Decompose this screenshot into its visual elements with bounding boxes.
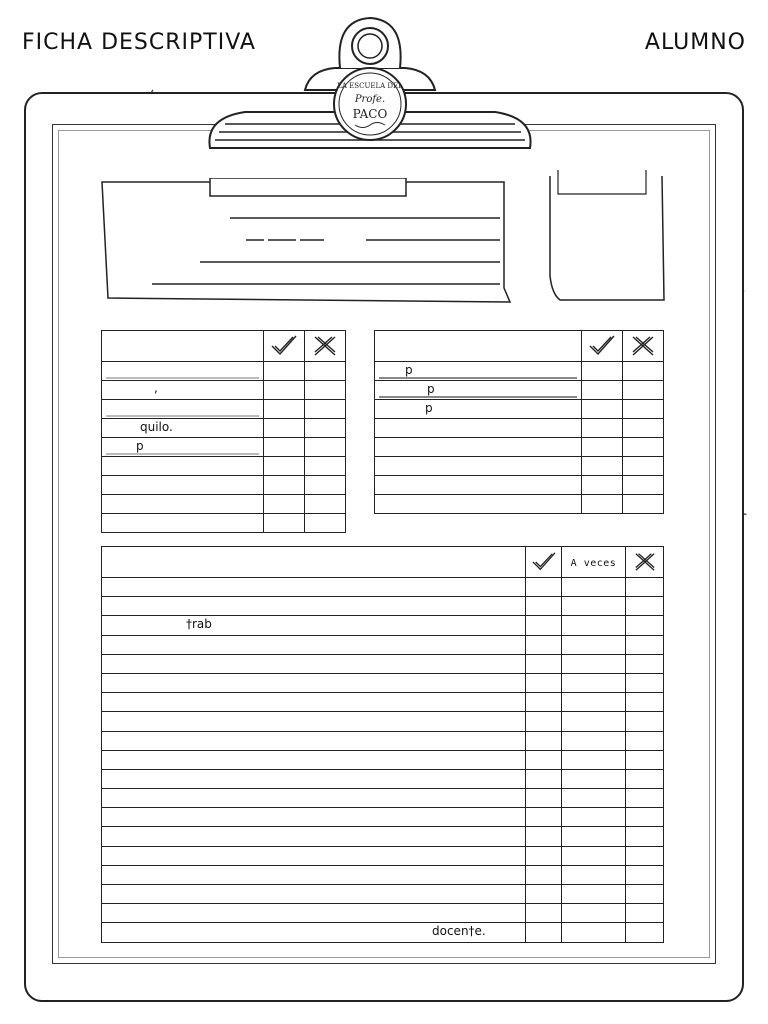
logo-line-3: PACO bbox=[352, 107, 388, 121]
table-row bbox=[102, 789, 664, 808]
aveces-mark-cell[interactable] bbox=[562, 885, 626, 904]
x-mark-cell[interactable] bbox=[626, 750, 664, 769]
check-mark-cell[interactable] bbox=[526, 654, 562, 673]
table-row bbox=[102, 750, 664, 769]
aveces-mark-cell[interactable] bbox=[562, 769, 626, 788]
x-mark-cell[interactable] bbox=[626, 578, 664, 597]
row-description-cell bbox=[102, 381, 264, 400]
row-description-cell bbox=[102, 438, 264, 457]
x-mark-cell[interactable] bbox=[626, 693, 664, 712]
skills-table-right bbox=[374, 330, 664, 514]
check-mark-cell[interactable] bbox=[264, 400, 305, 419]
check-mark-cell[interactable] bbox=[582, 381, 623, 400]
x-mark-cell[interactable] bbox=[626, 654, 664, 673]
header-check-cell bbox=[582, 331, 623, 362]
table-row bbox=[102, 635, 664, 654]
header-description-cell bbox=[102, 331, 264, 362]
table-row bbox=[102, 362, 346, 381]
table-row bbox=[102, 495, 346, 514]
row-description-cell bbox=[102, 362, 264, 381]
row-description-cell bbox=[102, 827, 526, 846]
x-mark-cell[interactable] bbox=[623, 400, 664, 419]
row-description-cell bbox=[102, 693, 526, 712]
check-mark-cell[interactable] bbox=[526, 769, 562, 788]
table-row bbox=[102, 769, 664, 788]
cross-icon bbox=[630, 334, 656, 358]
aveces-mark-cell[interactable] bbox=[562, 635, 626, 654]
x-mark-cell[interactable] bbox=[305, 419, 346, 438]
check-mark-cell[interactable] bbox=[582, 476, 623, 495]
check-mark-cell[interactable] bbox=[526, 808, 562, 827]
aveces-mark-cell[interactable] bbox=[562, 923, 626, 942]
x-mark-cell[interactable] bbox=[305, 400, 346, 419]
table-row bbox=[102, 597, 664, 616]
aveces-mark-cell[interactable] bbox=[562, 693, 626, 712]
row-description-cell bbox=[102, 885, 526, 904]
row-description-cell bbox=[102, 769, 526, 788]
row-description-cell bbox=[102, 400, 264, 419]
table-row bbox=[102, 846, 664, 865]
row-description-cell bbox=[102, 476, 264, 495]
table-row bbox=[102, 693, 664, 712]
check-mark-cell[interactable] bbox=[526, 712, 562, 731]
header-cross-cell bbox=[626, 547, 664, 578]
row-description-cell bbox=[102, 597, 526, 616]
clipboard-clip bbox=[205, 0, 535, 160]
table-row bbox=[375, 362, 664, 381]
row-description-cell bbox=[102, 654, 526, 673]
x-mark-cell[interactable] bbox=[623, 419, 664, 438]
row-description-text: , bbox=[154, 381, 158, 395]
row-description-text: †rab bbox=[186, 617, 212, 632]
aveces-mark-cell[interactable] bbox=[562, 597, 626, 616]
check-mark-cell[interactable] bbox=[582, 400, 623, 419]
check-mark-cell[interactable] bbox=[526, 597, 562, 616]
header-check-cell bbox=[264, 331, 305, 362]
aveces-mark-cell[interactable] bbox=[562, 616, 626, 635]
check-mark-cell[interactable] bbox=[582, 457, 623, 476]
check-mark-cell[interactable] bbox=[264, 419, 305, 438]
x-mark-cell[interactable] bbox=[305, 457, 346, 476]
table-header-row bbox=[375, 331, 664, 362]
x-mark-cell[interactable] bbox=[626, 635, 664, 654]
skills-table-left bbox=[101, 330, 346, 533]
table-row bbox=[102, 808, 664, 827]
header-aveces-cell bbox=[562, 547, 626, 578]
x-mark-cell[interactable] bbox=[626, 846, 664, 865]
check-icon bbox=[588, 334, 616, 358]
check-mark-cell[interactable] bbox=[526, 904, 562, 923]
row-description-cell bbox=[102, 673, 526, 692]
aveces-mark-cell[interactable] bbox=[562, 578, 626, 597]
check-mark-cell[interactable] bbox=[526, 846, 562, 865]
row-description-cell bbox=[375, 438, 582, 457]
x-mark-cell[interactable] bbox=[626, 616, 664, 635]
faint-line bbox=[106, 453, 259, 455]
row-description-cell bbox=[102, 808, 526, 827]
x-mark-cell[interactable] bbox=[623, 362, 664, 381]
row-description-cell bbox=[102, 750, 526, 769]
x-mark-cell[interactable] bbox=[626, 827, 664, 846]
aveces-mark-cell[interactable] bbox=[562, 750, 626, 769]
check-mark-cell[interactable] bbox=[264, 514, 305, 533]
table-row bbox=[102, 885, 664, 904]
header-cross-cell bbox=[623, 331, 664, 362]
table-row bbox=[375, 457, 664, 476]
x-mark-cell[interactable] bbox=[305, 381, 346, 400]
row-description-text: p bbox=[425, 401, 433, 415]
table-row bbox=[102, 731, 664, 750]
table-row bbox=[102, 827, 664, 846]
check-mark-cell[interactable] bbox=[526, 673, 562, 692]
x-mark-cell[interactable] bbox=[305, 362, 346, 381]
row-description-text: p bbox=[427, 382, 435, 396]
row-description-cell bbox=[375, 457, 582, 476]
table-row bbox=[102, 438, 346, 457]
x-mark-cell[interactable] bbox=[626, 597, 664, 616]
aveces-mark-cell[interactable] bbox=[562, 654, 626, 673]
table-row bbox=[102, 712, 664, 731]
aveces-mark-cell[interactable] bbox=[562, 904, 626, 923]
x-mark-cell[interactable] bbox=[623, 457, 664, 476]
check-mark-cell[interactable] bbox=[526, 578, 562, 597]
cross-icon bbox=[632, 551, 658, 573]
logo-line-2: Profe. bbox=[354, 94, 386, 105]
aveces-mark-cell[interactable] bbox=[562, 865, 626, 884]
table-row bbox=[102, 381, 346, 400]
x-mark-cell[interactable] bbox=[623, 495, 664, 514]
aveces-label: A veces bbox=[570, 558, 617, 569]
check-mark-cell[interactable] bbox=[526, 885, 562, 904]
table-row bbox=[102, 616, 664, 635]
check-mark-cell[interactable] bbox=[526, 923, 562, 942]
x-mark-cell[interactable] bbox=[626, 769, 664, 788]
table-header-row bbox=[102, 547, 664, 578]
table-row bbox=[102, 419, 346, 438]
row-description-cell bbox=[102, 457, 264, 476]
aveces-mark-cell[interactable] bbox=[562, 827, 626, 846]
check-mark-cell[interactable] bbox=[264, 438, 305, 457]
table-row bbox=[102, 514, 346, 533]
aveces-mark-cell[interactable] bbox=[562, 673, 626, 692]
x-mark-cell[interactable] bbox=[626, 712, 664, 731]
check-mark-cell[interactable] bbox=[526, 616, 562, 635]
x-mark-cell[interactable] bbox=[623, 381, 664, 400]
table-header-row bbox=[102, 331, 346, 362]
header-description-cell bbox=[102, 547, 526, 578]
row-description-cell bbox=[102, 712, 526, 731]
behavior-table bbox=[101, 546, 664, 943]
aveces-mark-cell[interactable] bbox=[562, 731, 626, 750]
check-icon bbox=[270, 334, 298, 358]
header-check-cell bbox=[526, 547, 562, 578]
row-description-cell bbox=[102, 846, 526, 865]
check-mark-cell[interactable] bbox=[264, 362, 305, 381]
x-mark-cell[interactable] bbox=[626, 731, 664, 750]
row-description-cell bbox=[102, 635, 526, 654]
check-mark-cell[interactable] bbox=[526, 750, 562, 769]
check-mark-cell[interactable] bbox=[264, 381, 305, 400]
check-mark-cell[interactable] bbox=[264, 457, 305, 476]
x-mark-cell[interactable] bbox=[626, 885, 664, 904]
faint-line bbox=[379, 377, 577, 379]
check-mark-cell[interactable] bbox=[264, 476, 305, 495]
table-row bbox=[375, 419, 664, 438]
x-mark-cell[interactable] bbox=[626, 789, 664, 808]
row-description-cell bbox=[375, 381, 582, 400]
row-description-cell bbox=[375, 400, 582, 419]
x-mark-cell[interactable] bbox=[305, 514, 346, 533]
table-row bbox=[102, 923, 664, 942]
table-row bbox=[102, 476, 346, 495]
row-description-cell bbox=[102, 904, 526, 923]
table-row bbox=[102, 865, 664, 884]
row-description-cell bbox=[102, 616, 526, 635]
check-mark-cell[interactable] bbox=[526, 731, 562, 750]
aveces-mark-cell[interactable] bbox=[562, 846, 626, 865]
check-icon bbox=[531, 551, 557, 573]
logo-line-1: LA ESCUELA DEL bbox=[337, 82, 403, 90]
row-description-text: p bbox=[405, 363, 413, 377]
table-row bbox=[102, 673, 664, 692]
check-mark-cell[interactable] bbox=[582, 495, 623, 514]
aveces-mark-cell[interactable] bbox=[562, 808, 626, 827]
x-mark-cell[interactable] bbox=[305, 495, 346, 514]
faint-line bbox=[379, 396, 577, 398]
row-description-cell bbox=[102, 514, 264, 533]
row-description-cell bbox=[102, 495, 264, 514]
x-mark-cell[interactable] bbox=[623, 476, 664, 495]
row-description-cell bbox=[375, 362, 582, 381]
x-mark-cell[interactable] bbox=[626, 904, 664, 923]
row-description-cell bbox=[102, 865, 526, 884]
faint-line bbox=[106, 377, 259, 379]
x-mark-cell[interactable] bbox=[623, 438, 664, 457]
table-row bbox=[375, 495, 664, 514]
table-row bbox=[375, 400, 664, 419]
row-description-text: quilo. bbox=[140, 420, 173, 434]
check-mark-cell[interactable] bbox=[526, 635, 562, 654]
row-description-cell bbox=[375, 495, 582, 514]
table-row bbox=[375, 381, 664, 400]
check-mark-cell[interactable] bbox=[582, 419, 623, 438]
check-mark-cell[interactable] bbox=[582, 438, 623, 457]
document-subtitle: ALUMNO bbox=[644, 30, 746, 55]
row-description-cell bbox=[102, 789, 526, 808]
x-mark-cell[interactable] bbox=[305, 476, 346, 495]
check-mark-cell[interactable] bbox=[526, 789, 562, 808]
table-row bbox=[375, 438, 664, 457]
table-row bbox=[375, 476, 664, 495]
row-description-cell bbox=[375, 476, 582, 495]
table-row bbox=[102, 904, 664, 923]
x-mark-cell[interactable] bbox=[626, 673, 664, 692]
check-mark-cell[interactable] bbox=[526, 865, 562, 884]
cross-icon bbox=[312, 334, 338, 358]
x-mark-cell[interactable] bbox=[305, 438, 346, 457]
table-row bbox=[102, 457, 346, 476]
row-description-text: docen†e. bbox=[432, 924, 486, 939]
table-row bbox=[102, 400, 346, 419]
aveces-mark-cell[interactable] bbox=[562, 789, 626, 808]
check-mark-cell[interactable] bbox=[526, 827, 562, 846]
check-mark-cell[interactable] bbox=[264, 495, 305, 514]
row-description-cell bbox=[102, 731, 526, 750]
row-description-cell bbox=[102, 578, 526, 597]
x-mark-cell[interactable] bbox=[626, 808, 664, 827]
check-mark-cell[interactable] bbox=[582, 362, 623, 381]
row-description-cell bbox=[102, 923, 526, 942]
check-mark-cell[interactable] bbox=[526, 693, 562, 712]
header-cross-cell bbox=[305, 331, 346, 362]
x-mark-cell[interactable] bbox=[626, 923, 664, 942]
row-description-text: p bbox=[136, 439, 144, 453]
header-description-cell bbox=[375, 331, 582, 362]
faint-line bbox=[106, 415, 259, 417]
document-title: FICHA DESCRIPTIVA bbox=[22, 30, 256, 55]
photo-placeholder bbox=[546, 166, 666, 306]
row-description-cell bbox=[375, 419, 582, 438]
student-info-card bbox=[100, 178, 514, 304]
row-description-cell bbox=[102, 419, 264, 438]
table-row bbox=[102, 654, 664, 673]
x-mark-cell[interactable] bbox=[626, 865, 664, 884]
table-row bbox=[102, 578, 664, 597]
aveces-mark-cell[interactable] bbox=[562, 712, 626, 731]
